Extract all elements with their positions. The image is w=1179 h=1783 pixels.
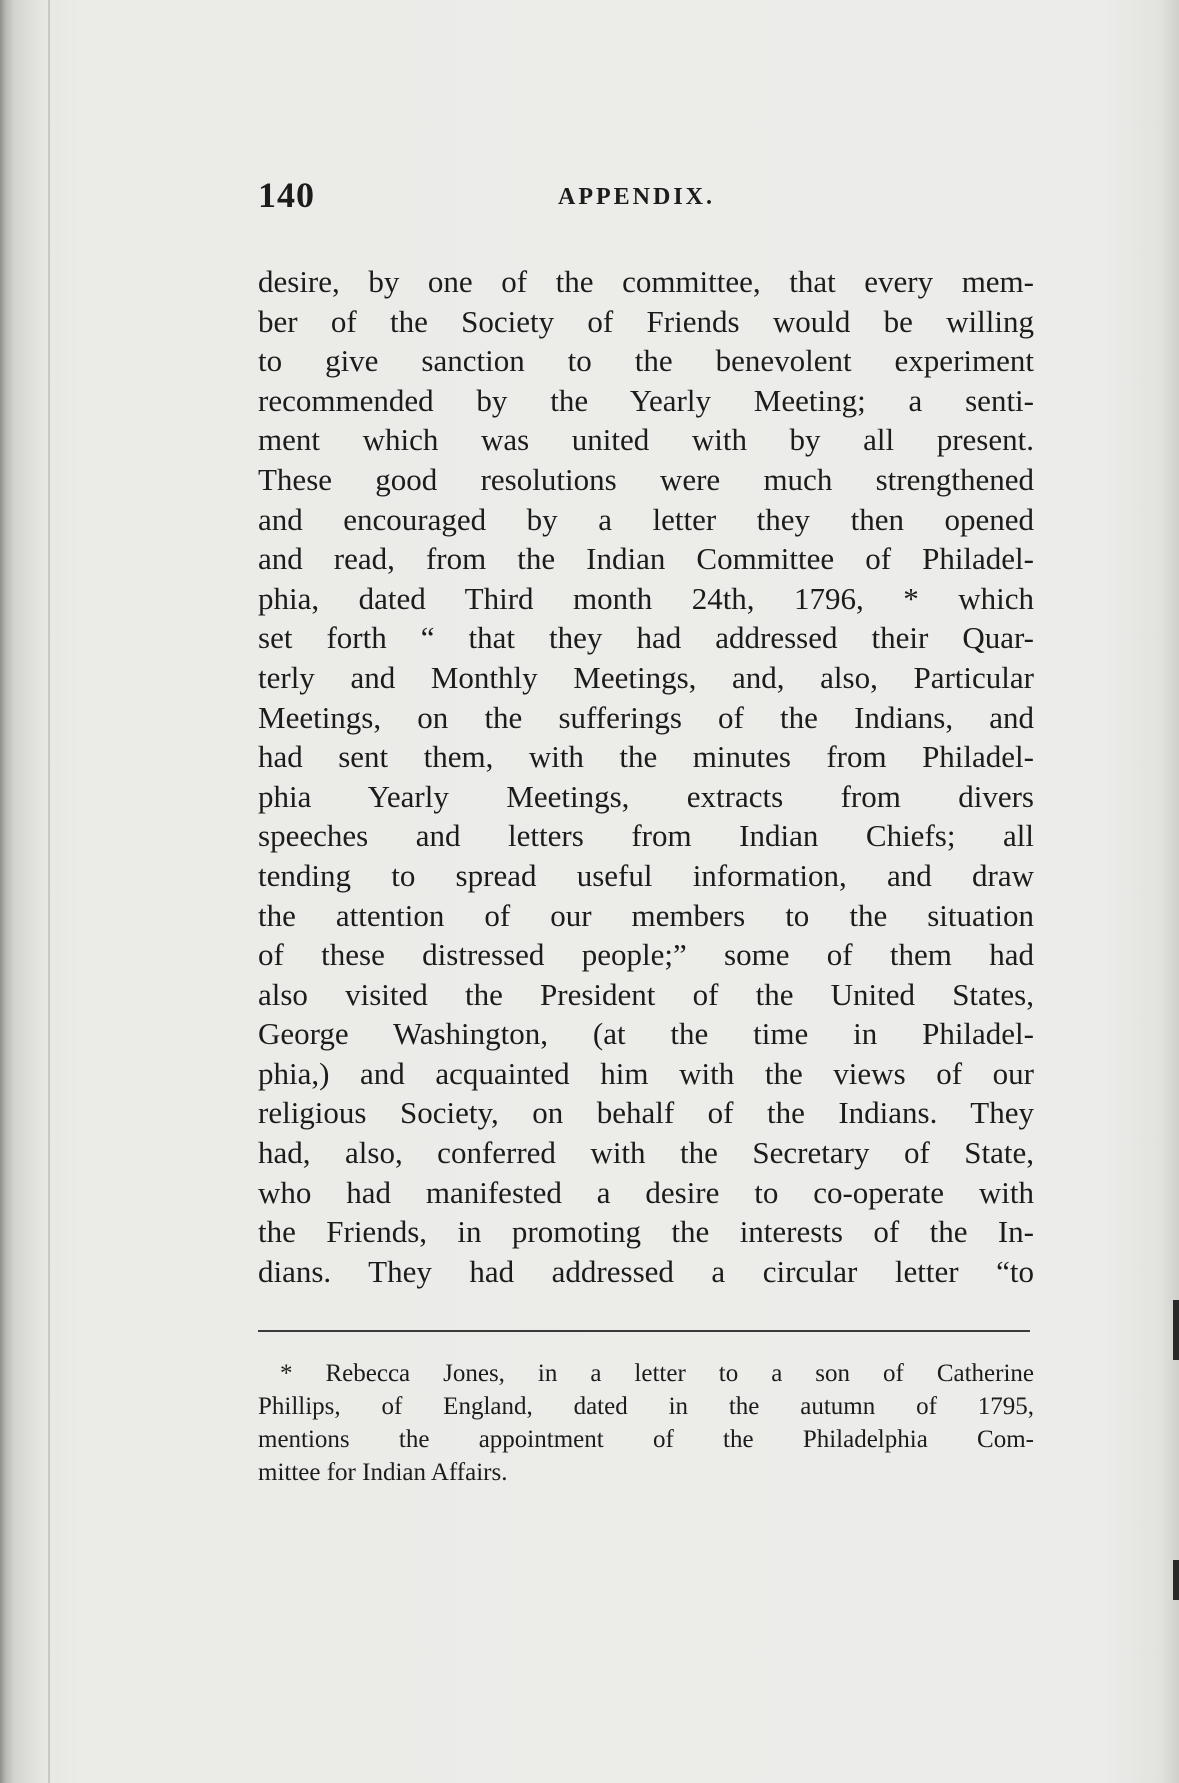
gutter-line <box>48 0 50 1783</box>
text-line: the Friends, in promoting the interests of the In- <box>258 1214 1034 1250</box>
text-line: who had manifested a desire to co-operate with <box>258 1174 1034 1210</box>
text-line: speeches and letters from Indian Chiefs; all <box>258 818 1034 854</box>
text-line: tending to spread useful information, and draw <box>258 857 1034 893</box>
text-line: George Washington, (at the time in Philadel- <box>258 1016 1034 1052</box>
footnote-rule <box>258 1330 1030 1332</box>
page-number: 140 <box>258 175 315 215</box>
text-line: set forth “ that they had addressed their Quar- <box>258 620 1034 656</box>
footnote-line: mittee for Indian Affairs. <box>258 1459 508 1486</box>
text-line: the attention of our members to the situation <box>258 897 1034 933</box>
page-header <box>258 174 1038 224</box>
text-line: ment which was united with by all present. <box>258 422 1034 458</box>
text-line: and read, from the Indian Committee of Philadel- <box>258 541 1034 577</box>
text-line: had sent them, with the minutes from Philadel- <box>258 739 1034 775</box>
text-line: desire, by one of the committee, that every mem- <box>258 264 1034 299</box>
page-edge-mark <box>1173 1300 1179 1360</box>
running-head: APPENDIX. <box>558 184 715 210</box>
footnote-line: Phillips, of England, dated in the autumn of 1795, <box>258 1393 1034 1420</box>
text-line: phia,) and acquainted him with the views of our <box>258 1055 1034 1091</box>
text-line: Meetings, on the sufferings of the Indians, and <box>258 699 1034 735</box>
page-edge-mark <box>1173 1560 1179 1600</box>
text-line: phia, dated Third month 24th, 1796, * which <box>258 580 1034 616</box>
footnote-line: * Rebecca Jones, in a letter to a son of Catherine <box>280 1360 1034 1387</box>
text-line: to give sanction to the benevolent experiment <box>258 343 1034 379</box>
footnote <box>258 1357 1034 1489</box>
text-line: of these distressed people;” some of them had <box>258 937 1034 973</box>
text-line: These good resolutions were much strengthened <box>258 461 1034 497</box>
text-line: also visited the President of the United States, <box>258 976 1034 1012</box>
body-text <box>258 262 1034 1291</box>
text-line: ber of the Society of Friends would be willing <box>258 303 1034 339</box>
text-line: recommended by the Yearly Meeting; a senti- <box>258 382 1034 418</box>
text-line: terly and Monthly Meetings, and, also, Particular <box>258 659 1034 695</box>
book-spine-shadow <box>0 0 44 1783</box>
footnote-line: mentions the appointment of the Philadelphia Com- <box>258 1426 1034 1453</box>
text-line: had, also, conferred with the Secretary of State, <box>258 1135 1034 1171</box>
text-line: and encouraged by a letter they then opened <box>258 501 1034 537</box>
text-line: dians. They had addressed a circular letter “to <box>258 1253 1034 1289</box>
text-line: phia Yearly Meetings, extracts from divers <box>258 778 1034 814</box>
text-line: religious Society, on behalf of the Indians. They <box>258 1095 1034 1131</box>
